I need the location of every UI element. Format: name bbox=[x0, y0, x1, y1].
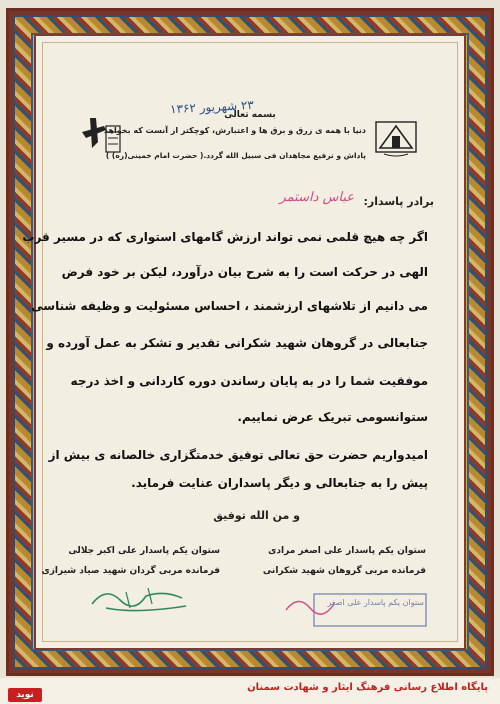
right-signature-scribble bbox=[280, 590, 350, 620]
university-emblem-icon bbox=[370, 114, 422, 160]
footer-bar bbox=[0, 678, 500, 704]
salutation-label: برادر پاسدار: bbox=[363, 195, 434, 208]
left-signature-scribble bbox=[86, 578, 196, 618]
body-line-2: الهی در حرکت است را به شرح بیان درآورد، لیکن بر خود فرض bbox=[61, 265, 428, 279]
signatory-left-title: فرمانده مربی گردان شهید صیاد شیرازی bbox=[41, 566, 220, 576]
footer-logo-badge: نوید bbox=[8, 688, 42, 702]
wish-line-1: امیدواریم حضرت حق تعالی توفیق خدمتگزاری خالصانه ی بیش از bbox=[48, 448, 428, 462]
wish-line-2: پیش را به جنابعالی و دیگر پاسداران عنایت فرماید. bbox=[131, 476, 428, 490]
closing-phrase: و من الله توفیق bbox=[213, 509, 300, 522]
imam-quote-line-1: دنیا با همه ی زرق و برق ها و اعتبارش، کوچکتر از آنست که بخواهد bbox=[103, 126, 366, 135]
body-line-4: جنابعالی در گروهان شهید شکرانی تقدیر و تشکر به عمل آورده و bbox=[46, 336, 428, 350]
signatory-right-title: فرمانده مربی گروهان شهید شکرانی bbox=[262, 566, 426, 576]
body-line-1: اگر چه هیچ قلمی نمی تواند ارزش گامهای استواری که در مسیر قرب bbox=[22, 230, 428, 244]
date-handwritten: ۲۳ شهریور ۱۳۶۲ bbox=[169, 97, 255, 117]
signatory-left-name: ستوان یکم پاسدار علی اکبر جلالی bbox=[68, 546, 220, 556]
imam-quote-line-2: پاداش و ترفیع مجاهدان فی سبیل الله گردد.( حضرت امام خمینی(ره) ) bbox=[105, 151, 366, 160]
footer-site-name: پایگاه اطلاع رسانی فرهنگ ایثار و شهادت سمنان bbox=[247, 682, 488, 693]
body-line-6: ستوانسومی تبریک عرض نماییم. bbox=[237, 410, 428, 424]
bismillah-heading: بسمه تعالی bbox=[224, 110, 276, 120]
signatory-right-name: ستوان یکم پاسدار علی اصغر مرادی bbox=[268, 546, 426, 556]
body-line-5: موفقیت شما را در به پایان رساندن دوره کاردانی و اخذ درجه bbox=[70, 374, 428, 388]
stamp-text: ستوان یکم پاسدار علی اصغر bbox=[327, 598, 424, 607]
body-line-3: می دانیم از تلاشهای ارزشمند ، احساس مسئولیت و وظیفه شناسی bbox=[31, 299, 428, 313]
recipient-name-handwritten: عباس داستمر bbox=[279, 190, 354, 205]
